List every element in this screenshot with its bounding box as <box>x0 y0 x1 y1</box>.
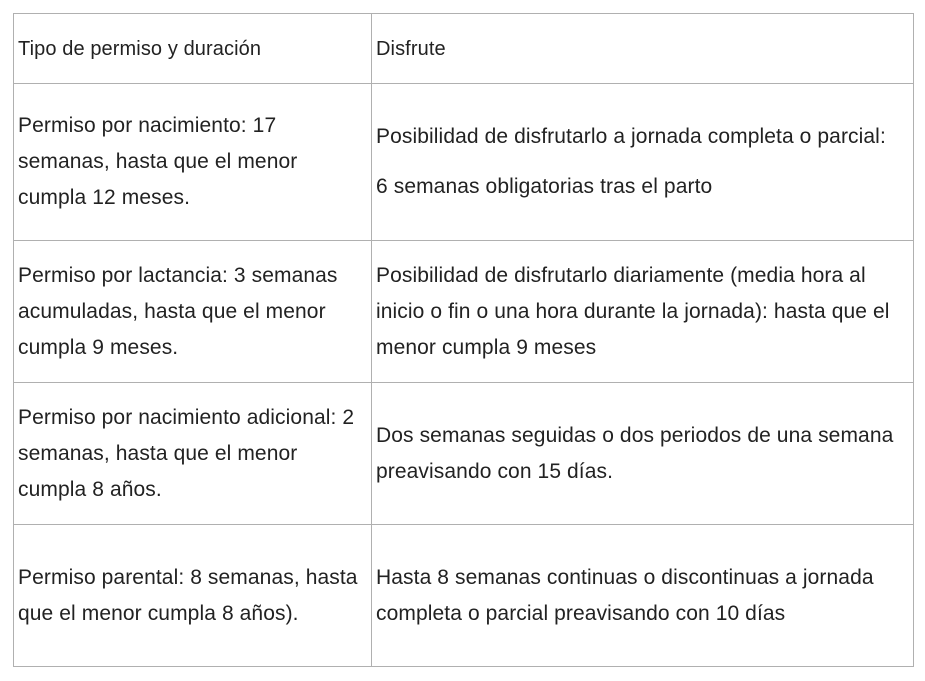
cell-disfrute <box>372 84 914 241</box>
cell-disfrute <box>372 241 914 383</box>
cell-disfrute-paragraph: Dos semanas seguidas o dos periodos de una semana preavisando con 15 días. <box>376 423 894 483</box>
cell-tipo: Permiso por nacimiento adicional: 2 semanas, hasta que el menor cumpla 8 años. <box>14 383 372 525</box>
cell-disfrute <box>372 525 914 667</box>
leave-table <box>13 13 914 667</box>
table-row <box>14 241 914 383</box>
table-row <box>14 383 914 525</box>
cell-tipo: Permiso por lactancia: 3 semanas acumuladas, hasta que el menor cumpla 9 meses. <box>14 241 372 383</box>
table-row <box>14 84 914 241</box>
table-header-row <box>14 14 914 84</box>
header-cell-tipo: Tipo de permiso y duración <box>14 14 372 84</box>
cell-tipo: Permiso por nacimiento: 17 semanas, hasta que el menor cumpla 12 meses. <box>14 84 372 241</box>
cell-disfrute-paragraph: 6 semanas obligatorias tras el parto <box>376 175 713 198</box>
cell-disfrute-paragraph: Posibilidad de disfrutarlo a jornada completa o parcial: <box>376 125 886 148</box>
table-row <box>14 525 914 667</box>
cell-disfrute-paragraph: Hasta 8 semanas continuas o discontinuas a jornada completa o parcial preavisando con 10 días <box>376 565 874 625</box>
cell-disfrute <box>372 383 914 525</box>
cell-disfrute-paragraph: Posibilidad de disfrutarlo diariamente (media hora al inicio o fin o una hora durante la jornada): hasta que el menor cumpla 9 meses <box>376 263 890 359</box>
cell-tipo: Permiso parental: 8 semanas, hasta que el menor cumpla 8 años). <box>14 525 372 667</box>
header-cell-disfrute: Disfrute <box>372 14 914 84</box>
